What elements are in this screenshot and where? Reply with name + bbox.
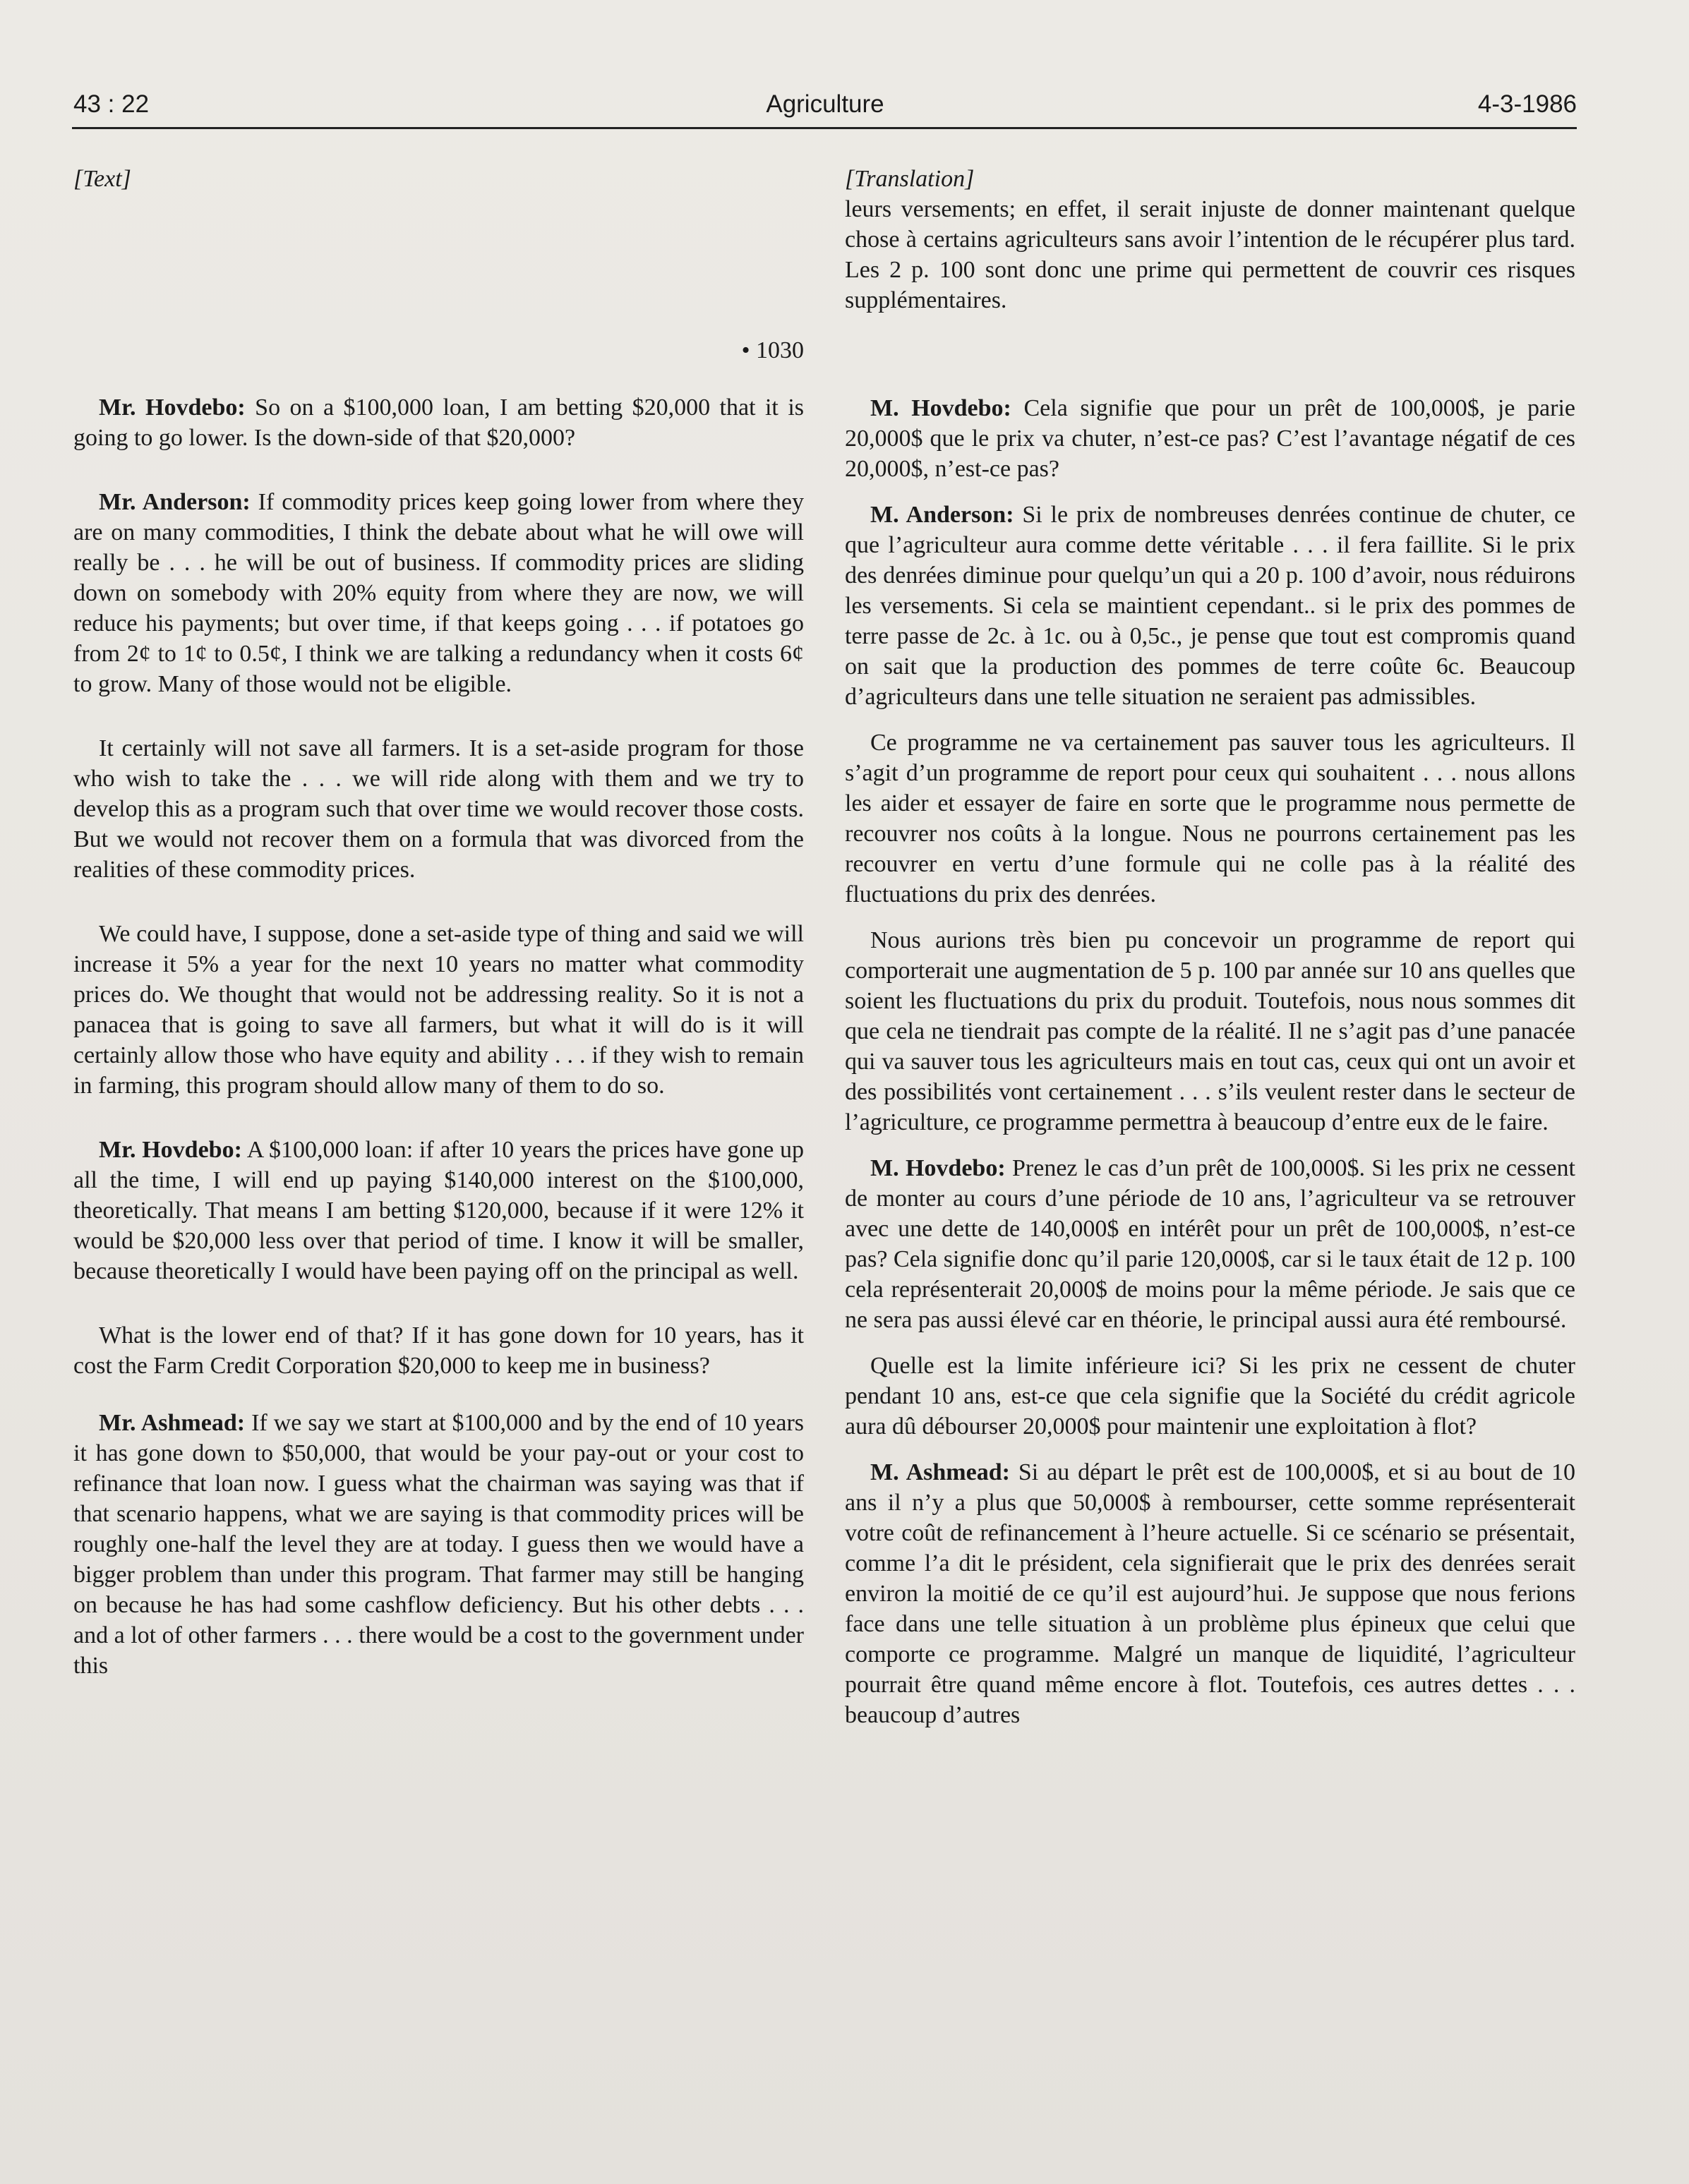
- header-rule: [72, 127, 1577, 129]
- speaker-name: M. Anderson:: [870, 502, 1014, 528]
- french-column: [845, 164, 1575, 1730]
- paragraph: [73, 1135, 804, 1286]
- paragraph: We could have, I suppose, done a set-aside type of thing and said we will increase it 5% a year for the next 10 years no matter what commodity prices do. We thought that would not be addressing reality. So it is not a panacea that is going to save all farmers, but what it will do is it will certainly allow those who have equity and ability . . . if they wish to remain in farming, this program should allow many of them to do so.: [73, 921, 804, 1099]
- paragraph: Quelle est la limite inférieure ici? Si les prix ne cessent de chuter pendant 10 ans, est-ce que cela signifie que la Société du crédit agricole aura dû débourser 20,000$ pour maintenir une exploitation à flot?: [845, 1353, 1575, 1440]
- paragraph: [845, 500, 1575, 712]
- speech-text: Prenez le cas d’un prêt de 100,000$. Si les prix ne cessent de monter au cours d’une période de 10 ans, l’agriculteur va se retrouver avec une dette de 140,000$ en intérêt pour un prêt de 100,000$, n’est-ce pas? Cela signifie donc qu’il parie 120,000$, car si le taux était de 12 p. 100 cela représenterait 20,000$ de moins pour la même période. Je sais que ce ne sera pas aussi élevé car en théorie, le principal aussi aura été remboursé.: [845, 1155, 1575, 1333]
- speech-text: Cela signifie que pour un prêt de 100,000$, je parie 20,000$ que le prix va chuter, n’est-ce pas? C’est l’avantage négatif de ces 20,000$, n’est-ce pas?: [845, 395, 1575, 482]
- text-label: [Text]: [73, 166, 131, 192]
- paragraph: [845, 1153, 1575, 1335]
- speech-text: If we say we start at $100,000 and by the end of 10 years it has gone down to $50,000, that would be your pay-out or your cost to refinance that loan now. I guess what the chairman was saying was that if that scenario happens, what we are saying is that commodity prices will be roughly one-half the level they are at today. I guess then we would have a bigger problem than under this program. That farmer may still be hanging on because he has had some cashflow deficiency. But his other debts . . . and a lot of other farmers . . . there would be a cost to the government under this: [73, 1410, 805, 1679]
- speech-text: If commodity prices keep going lower from where they are on many commodities, I think the debate about what he will owe will really be . . . he will be out of business. If commodity prices are sliding down on somebody with 20% equity from where they are now, we will reduce his payments; but over time, if that keeps going . . . if potatoes go from 2¢ to 1¢ to 0.5¢, I think we are talking a redundancy when it costs 6¢ to grow. Many of those would not be eligible.: [73, 489, 804, 697]
- paragraph: Nous aurions très bien pu concevoir un programme de report qui comporterait une augmentation de 5 p. 100 par année sur 10 ans quelles que soient les fluctuations du prix du produit. Toutefois, nous nous sommes dit que cela ne tiendrait pas compte de la réalité. Il ne s’agit pas d’une panacée qui va sauver tous les agriculteurs mais en tout cas, ceux qui ont un avoir et des possibilités vont certainement . . . s’ils veulent rester dans le secteur de l’agriculture, ce programme permettra à beaucoup d’entre eux de le faire.: [845, 927, 1575, 1135]
- speech-text: So on a $100,000 loan, I am betting $20,000 that it is going to go lower. Is the down-side of that $20,000?: [73, 394, 804, 451]
- speech-text: A $100,000 loan: if after 10 years the prices have gone up all the time, I will end up paying $140,000 interest on the $100,000, theoretically. That means I am betting $120,000, because if it were 12% it would be $20,000 less over that period of time. I know it will be smaller, because theoretically I would have been paying off on the principal as well.: [73, 1137, 804, 1284]
- page-header: [73, 90, 1577, 127]
- speaker-name: M. Hovdebo:: [870, 395, 1011, 421]
- speaker-name: Mr. Anderson:: [99, 489, 251, 515]
- paragraph: [845, 1457, 1575, 1730]
- speech-text: Si au départ le prêt est de 100,000$, et si au bout de 10 ans il n’y a plus que 50,000$ à rembourser, cette somme représenterait votre coût de refinancement à l’heure actuelle. Si ce scénario se présentait, comme l’a dit le président, cela signifierait que le prix des denrées serait environ la moitié de ce qu’il est aujourd’hui. Je suppose que nous ferions face dans une telle situation à un problème plus épineux que celui que comporte ce programme. Malgré un manque de liquidité, l’agriculteur pourrait être quand même encore à flot. Toutefois, ces autres dettes . . . beaucoup d’autres: [845, 1459, 1575, 1728]
- english-column: [73, 164, 804, 1681]
- speaker-name: Mr. Hovdebo:: [99, 394, 246, 421]
- paragraph: It certainly will not save all farmers. It is a set-aside program for those who wish to take the . . . we will ride along with them and we try to develop this as a program such that over time we would recover those costs. But we would not recover them on a formula that was divorced from the realities of these commodity prices.: [73, 735, 804, 883]
- paragraph: Ce programme ne va certainement pas sauver tous les agriculteurs. Il s’agit d’un programme de report pour ceux qui souhaitent . . . nous allons les aider et essayer de faire en sorte que le programme nous permette de recouvrer nos coûts à la longue. Nous ne pourrons certainement pas les recouvrer en vertu d’une formule qui ne colle pas à la réalité des fluctuations du prix des denrées.: [845, 730, 1575, 907]
- paragraph: [845, 393, 1575, 484]
- speaker-name: Mr. Hovdebo:: [99, 1137, 242, 1163]
- paragraph: [73, 487, 804, 699]
- speech-text: Si le prix de nombreuses denrées continue de chuter, ce que l’agriculteur aura comme dette véritable . . . il fera faillite. Si le prix des denrées diminue pour quelqu’un qui a 20 p. 100 d’avoir, nous réduirons les versements. Si cela se maintient cependant.. si le prix des pommes de terre passe de 2c. à 1c. ou à 0,5c., je pense que tout est compromis quand on sait que la production des pommes de terre coûte 6c. Beaucoup d’agriculteurs dans une telle situation ne seraient pas admissibles.: [845, 502, 1575, 710]
- paragraph: [73, 392, 804, 453]
- speaker-name: M. Hovdebo:: [870, 1155, 1006, 1181]
- speaker-name: Mr. Ashmead:: [99, 1410, 246, 1436]
- page-title: Agriculture: [766, 90, 884, 118]
- paragraph: What is the lower end of that? If it has gone down for 10 years, has it cost the Farm Credit Corporation $20,000 to keep me in business?: [73, 1322, 804, 1379]
- translation-label: [Translation]: [845, 166, 975, 192]
- speaker-name: M. Ashmead:: [870, 1459, 1010, 1485]
- paragraph: leurs versements; en effet, il serait injuste de donner maintenant quelque chose à certains agriculteurs sans avoir l’intention de le récupérer plus tard. Les 2 p. 100 sont donc une prime qui permettent de couvrir ces risques supplémentaires.: [845, 196, 1575, 313]
- paragraph: [73, 1408, 804, 1681]
- page-number: 43 : 22: [73, 90, 150, 118]
- page-date: 4-3-1986: [1477, 90, 1577, 118]
- time-marker: • 1030: [741, 337, 804, 363]
